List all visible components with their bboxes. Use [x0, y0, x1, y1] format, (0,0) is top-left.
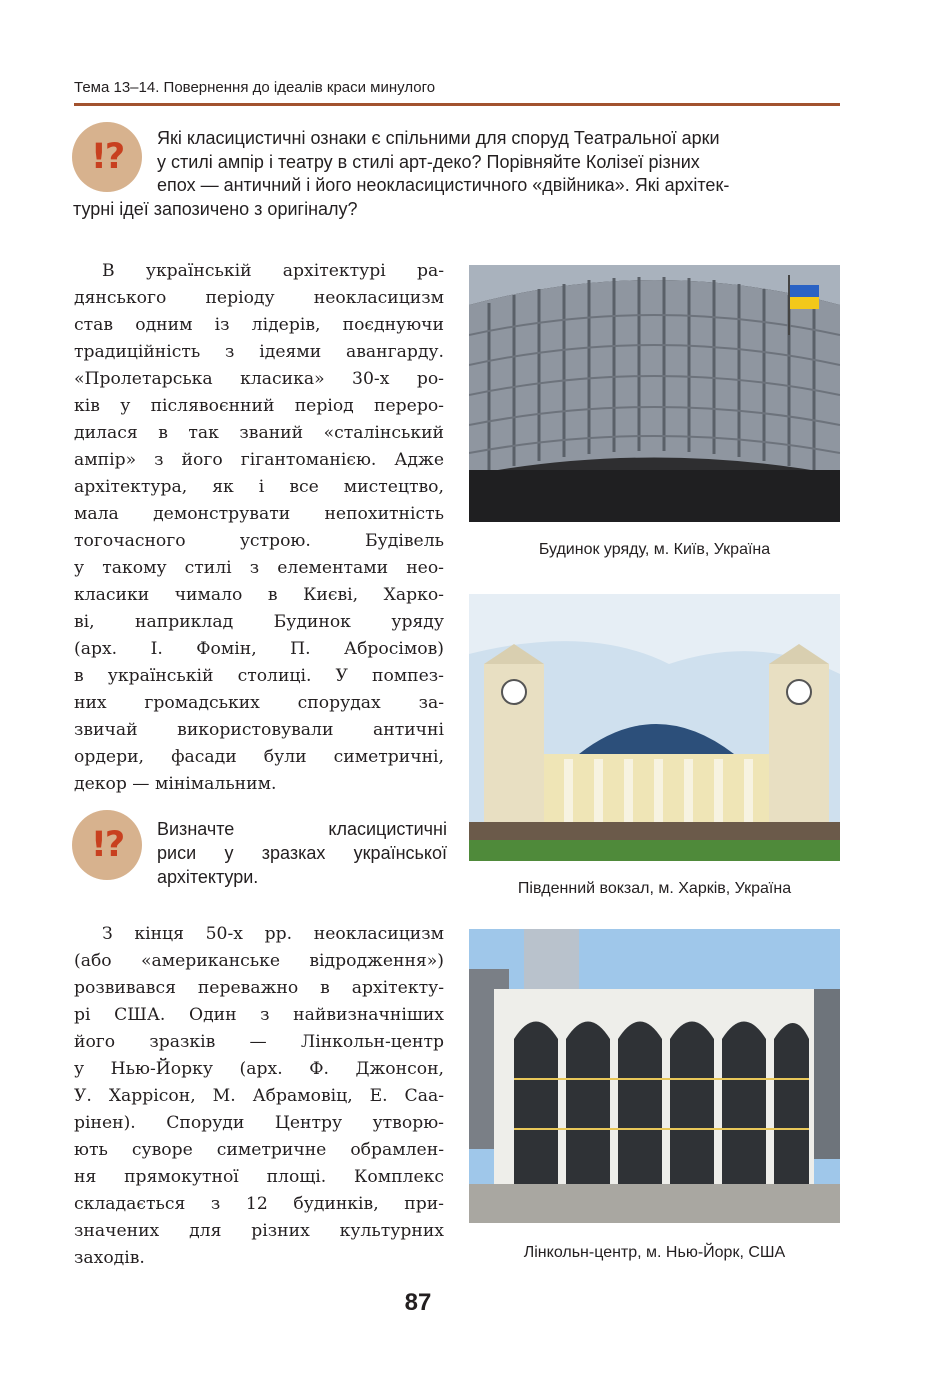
text-line: мала демонструвати непохитність: [74, 504, 444, 524]
text-line: В українській архітектурі ра-: [102, 261, 444, 281]
caption-photo-2: Південний вокзал, м. Харків, Україна: [517, 880, 792, 897]
text-line: ордери, фасади були симетричні,: [74, 747, 444, 767]
text-line: складається з 12 будинків, при-: [74, 1194, 444, 1214]
text-line: ків у післявоєнний період переро-: [74, 396, 444, 416]
text-line: ють суворе симетричне обрамлен-: [74, 1140, 444, 1160]
question-line: архітектури.: [157, 867, 259, 887]
text-line: розвивався переважно в архітекту-: [74, 978, 444, 998]
question-line: у стилі ампір і театру в стилі арт-деко? Порівняйте Колізеї різних: [157, 151, 700, 172]
body-paragraph-2: [74, 921, 444, 1272]
question-exclamation-icon: [72, 810, 142, 880]
question-line: епох — античний і його неокласицистичного «двійника». Які архітек-: [157, 175, 730, 195]
question-exclamation-icon: [72, 122, 142, 192]
question-line: Які класицистичні ознаки є спільними для споруд Театральної арки: [157, 128, 720, 148]
question-line: Визначте класицистичні: [157, 819, 447, 839]
running-header-title: Тема 13–14. Повернення до ідеалів краси минулого: [74, 79, 436, 96]
text-line: класики чимало в Києві, Харко-: [74, 585, 444, 605]
discussion-question-1: [73, 127, 840, 221]
question-icon-glyph: !?: [90, 137, 124, 177]
photo-lincoln-center-new-york: [469, 929, 840, 1223]
text-line: у такому стилі з елементами нео-: [74, 558, 444, 578]
page-number: 87: [404, 1289, 432, 1316]
text-line: ня прямокутної площі. Комплекс: [74, 1167, 444, 1187]
text-line: звичай використовували античні: [74, 720, 444, 740]
text-line: З кінця 50-х рр. неокласицизм: [102, 924, 444, 944]
text-line: традиційність з ідеями авангарду.: [74, 342, 444, 362]
text-line: У. Харрісон, М. Абрамовіц, Е. Саа-: [74, 1086, 444, 1106]
running-header: [74, 79, 840, 106]
text-line: (або «американське відродження»): [74, 951, 444, 971]
body-paragraph-1: [74, 258, 444, 798]
text-line: тогочасного устрою. Будівель: [74, 531, 444, 551]
caption-photo-1: Будинок уряду, м. Київ, Україна: [538, 541, 771, 558]
text-line: значених для різних культурних: [74, 1221, 444, 1241]
text-line: рінен). Споруди Центру утворю-: [74, 1113, 444, 1133]
text-line: архітектура, як і все мистецтво,: [74, 477, 444, 497]
text-line: них громадських спорудах за-: [74, 693, 444, 713]
text-line: декор — мінімальним.: [74, 774, 277, 794]
question-icon-glyph: !?: [90, 825, 124, 865]
text-line: (арх. І. Фомін, П. Абросімов): [74, 639, 444, 659]
text-line: в українській столиці. У помпез-: [74, 666, 444, 686]
discussion-question-2: [157, 817, 447, 889]
text-line: ві, наприклад Будинок уряду: [74, 612, 444, 632]
text-line: рі США. Один з найвизначніших: [74, 1005, 444, 1025]
text-line: дянського періоду неокласицизм: [74, 288, 444, 308]
question-line: турні ідеї запозичено з оригіналу?: [73, 198, 358, 219]
text-line: його зразків — Лінкольн-центр: [74, 1032, 444, 1052]
text-line: заходів.: [74, 1248, 145, 1268]
text-line: дилася в так званий «сталінський: [74, 423, 444, 443]
photo-south-station-kharkiv: [469, 594, 840, 861]
text-line: «Пролетарська класика» 30-х ро-: [74, 369, 444, 389]
question-line: риси у зразках української: [157, 843, 447, 863]
text-line: ампір» з його гігантоманією. Адже: [74, 450, 444, 470]
caption-photo-3: Лінкольн-центр, м. Нью-Йорк, США: [523, 1244, 786, 1261]
photo-government-building-kyiv: [469, 265, 840, 522]
text-line: у Нью-Йорку (арх. Ф. Джонсон,: [74, 1059, 444, 1079]
text-line: став одним із лідерів, поєднуючи: [74, 315, 444, 335]
